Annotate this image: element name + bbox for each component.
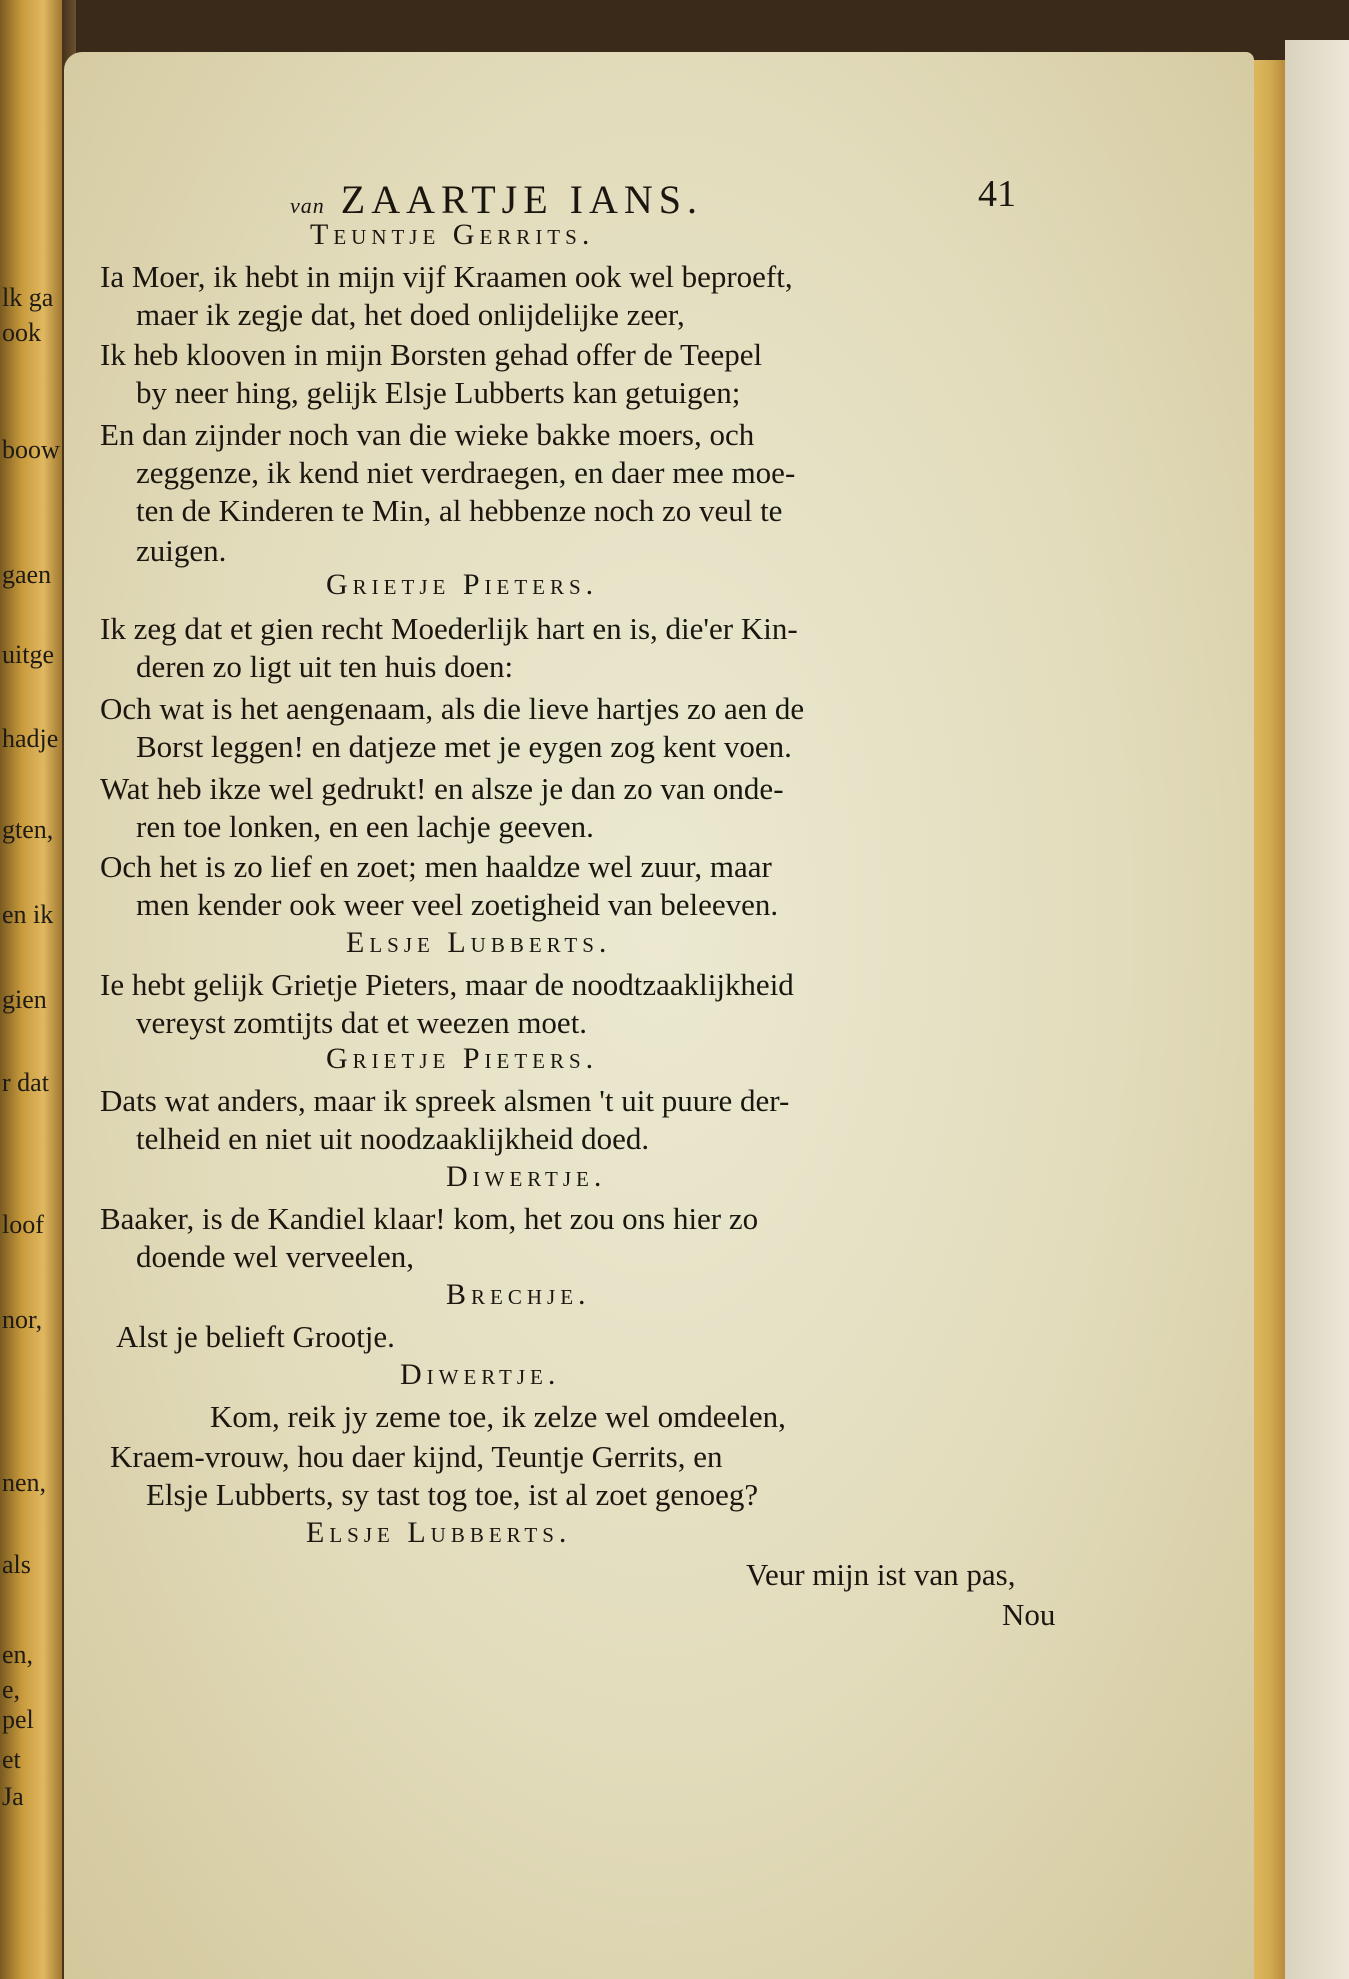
- left-page-fragment: r dat: [2, 1068, 49, 1097]
- text-line: Ik zeg dat et gien recht Moederlijk hart en is, die'er Kin-: [100, 611, 798, 646]
- running-head-title: ZAARTJE IANS.: [340, 177, 704, 222]
- text-line: Baaker, is de Kandiel klaar! kom, het zou ons hier zo: [100, 1201, 759, 1236]
- text-line: doende wel verveelen,: [136, 1239, 415, 1274]
- running-head: [290, 176, 703, 223]
- speaker-heading: Grietje Pieters.: [326, 568, 599, 601]
- left-page-fragment: Ja: [2, 1782, 24, 1811]
- left-page-fragment: gten,: [2, 815, 54, 844]
- speaker-heading: Elsje Lubberts.: [306, 1516, 572, 1549]
- left-page-fragment: uitge: [2, 640, 54, 669]
- text-line: telheid en niet uit noodzaaklijkheid doed.: [136, 1121, 650, 1156]
- text-line: Och wat is het aengenaam, als die lieve hartjes zo aen de: [100, 691, 805, 726]
- left-page-fragment: nen,: [2, 1468, 47, 1497]
- left-page-fragment: ook: [2, 318, 41, 347]
- text-line: vereyst zomtijts dat et weezen moet.: [136, 1005, 588, 1040]
- left-page-edge: [0, 0, 62, 1979]
- left-page-fragment: e,: [2, 1675, 21, 1704]
- speaker-heading: Grietje Pieters.: [326, 1042, 599, 1075]
- text-line: men kender ook weer veel zoetigheid van beleeven.: [136, 887, 779, 922]
- text-line: Dats wat anders, maar ik spreek alsmen 't uit puure der-: [100, 1083, 790, 1118]
- text-line: by neer hing, gelijk Elsje Lubberts kan getuigen;: [136, 375, 741, 410]
- text-line: deren zo ligt uit ten huis doen:: [136, 649, 514, 684]
- left-page-fragment: loof: [2, 1210, 44, 1239]
- page-number: 41: [978, 173, 1016, 215]
- left-page-fragment: gaen: [2, 560, 52, 589]
- text-line: ren toe lonken, en een lachje geeven.: [136, 809, 594, 844]
- text-line: maer ik zegje dat, het doed onlijdelijke zeer,: [136, 297, 685, 332]
- speaker-heading: Diwertje.: [400, 1358, 561, 1391]
- text-line: En dan zijnder noch van die wieke bakke moers, och: [100, 417, 755, 452]
- text-line: Ik heb klooven in mijn Borsten gehad offer de Teepel: [100, 337, 763, 372]
- text-line: Wat heb ikze wel gedrukt! en alsze je dan zo van onde-: [100, 771, 784, 806]
- running-head-prefix: van: [290, 193, 325, 218]
- speaker-heading: Teuntje Gerrits.: [310, 218, 595, 251]
- text-line: Nou: [1002, 1597, 1056, 1632]
- speaker-heading: Elsje Lubberts.: [346, 926, 612, 959]
- left-page-fragment: boow: [2, 435, 60, 464]
- right-page-stack: [1285, 40, 1349, 1979]
- left-page-fragment: en,: [2, 1640, 34, 1669]
- left-page-fragment: pel: [2, 1705, 34, 1734]
- text-line: Elsje Lubberts, sy tast tog toe, ist al zoet genoeg?: [146, 1477, 759, 1512]
- text-line: Kom, reik jy zeme toe, ik zelze wel omdeelen,: [210, 1399, 786, 1434]
- speaker-heading: Diwertje.: [446, 1160, 607, 1193]
- left-page-fragment: et: [2, 1745, 21, 1774]
- left-page-fragment: nor,: [2, 1305, 43, 1334]
- speaker-heading: Brechje.: [446, 1278, 591, 1311]
- text-line: Alst je belieft Grootje.: [116, 1319, 395, 1354]
- text-line: Ie hebt gelijk Grietje Pieters, maar de noodtzaaklijkheid: [100, 967, 794, 1002]
- text-line: Och het is zo lief en zoet; men haaldze wel zuur, maar: [100, 849, 772, 884]
- text-line: zuigen.: [136, 533, 227, 568]
- left-page-fragment: lk ga: [2, 283, 54, 312]
- text-line: Veur mijn ist van pas,: [746, 1557, 1016, 1592]
- text-line: ten de Kinderen te Min, al hebbenze noch zo veul te: [136, 493, 783, 528]
- text-line: Borst leggen! en datjeze met je eygen zog kent voen.: [136, 729, 792, 764]
- text-line: Ia Moer, ik hebt in mijn vijf Kraamen ook wel beproeft,: [100, 259, 793, 294]
- left-page-fragment: hadje: [2, 724, 59, 753]
- left-page-fragment: gien: [2, 985, 47, 1014]
- text-line: zeggenze, ik kend niet verdraegen, en daer mee moe-: [136, 455, 796, 490]
- text-line: Kraem-vrouw, hou daer kijnd, Teuntje Gerrits, en: [110, 1439, 723, 1474]
- left-page-fragment: en ik: [2, 900, 54, 929]
- left-page-fragment: als: [2, 1550, 31, 1579]
